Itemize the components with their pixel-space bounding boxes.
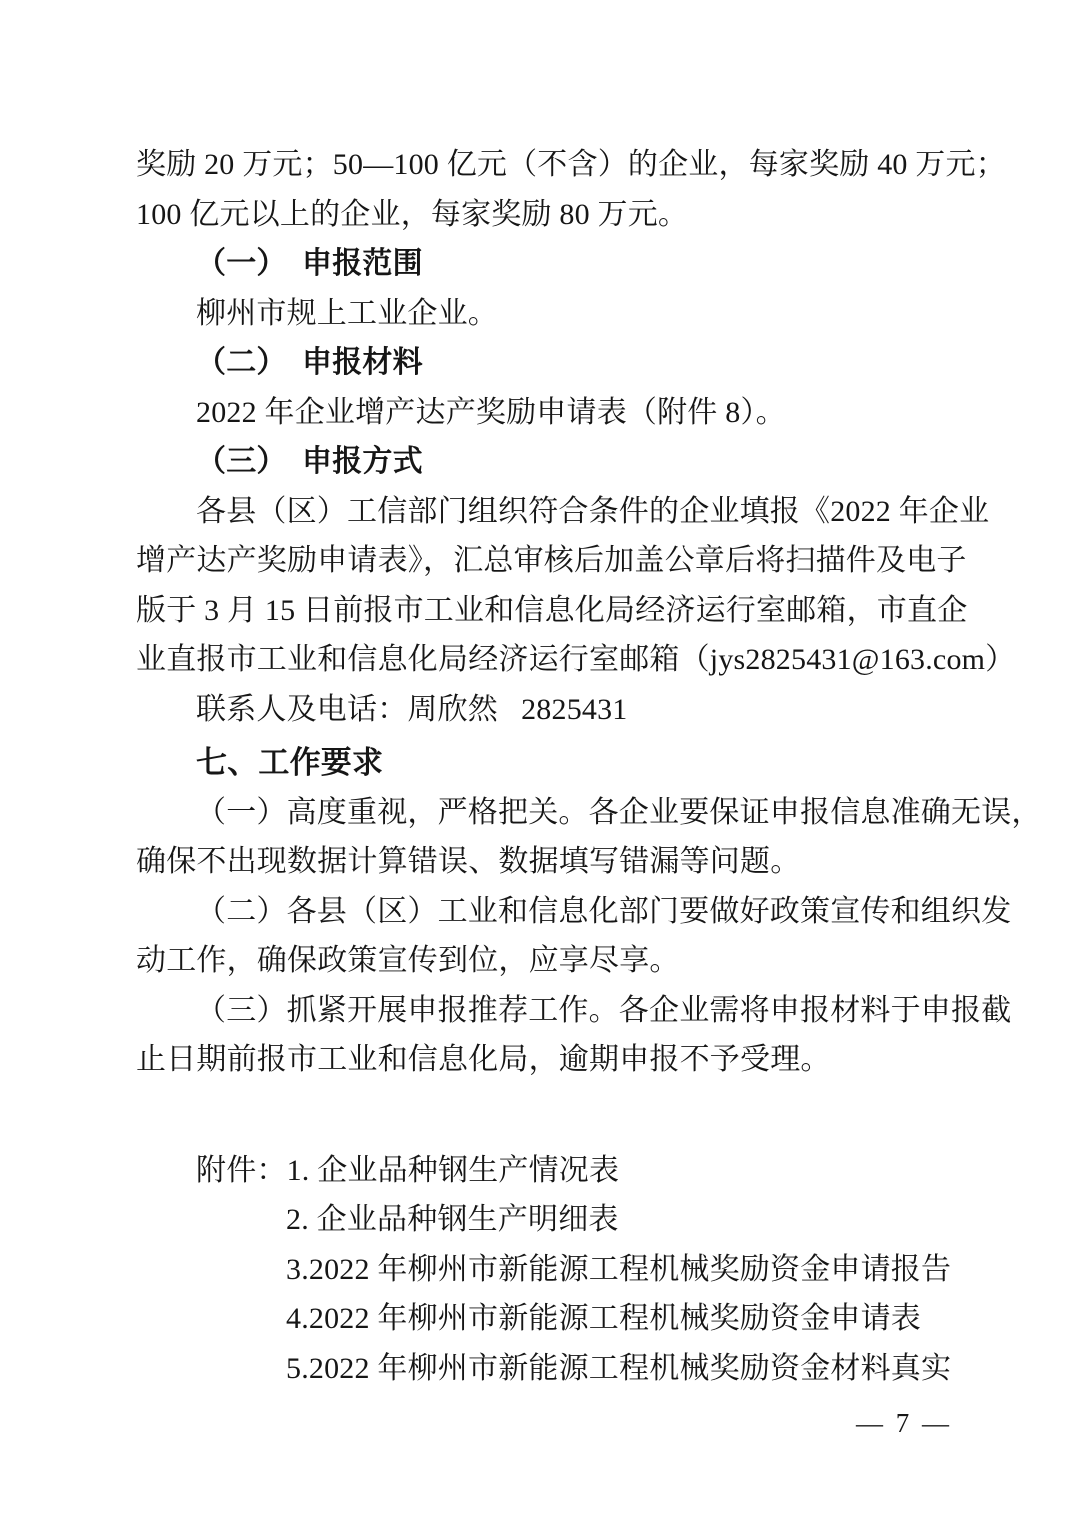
paragraph xyxy=(136,140,1016,239)
text-line: 奖励 20 万元；50—100 亿元（不含）的企业，每家奖励 40 万元； xyxy=(136,148,1006,181)
attachments-label: 附件： xyxy=(196,1153,287,1187)
paragraph xyxy=(136,289,1016,339)
text-line: 2022 年企业增产达产奖励申请表（附件 8）。 xyxy=(196,395,786,429)
text-line: 联系人及电话：周欣然 2825431 xyxy=(196,692,628,726)
text-line: 确保不出现数据计算错误、数据填写错漏等问题。 xyxy=(136,845,801,878)
attachment-item: 1. 企业品种钢生产情况表 xyxy=(286,1153,620,1187)
chapter-heading xyxy=(136,738,1016,788)
attachment-item: 3.2022 年柳州市新能源工程机械奖励资金申请报告 xyxy=(286,1252,952,1286)
document-body xyxy=(136,140,1042,1393)
text-line: （三） 申报方式 xyxy=(196,445,423,478)
paragraph xyxy=(136,887,1016,986)
section-heading xyxy=(136,338,1016,388)
attachments-list xyxy=(136,1146,1016,1394)
text-line: （一）高度重视，严格把关。各企业要保证申报信息准确无误， xyxy=(196,795,1042,829)
text-line: 各县（区）工信部门组织符合条件的企业填报《2022 年企业 xyxy=(196,494,990,528)
text-line: （三）抓紧开展申报推荐工作。各企业需将申报材料于申报截 xyxy=(196,993,1012,1027)
paragraph xyxy=(136,788,1042,887)
paragraph xyxy=(136,685,1016,735)
text-line: 业直报市工业和信息化局经济运行室邮箱（jys2825431@163.com） xyxy=(136,643,1016,676)
text-line: 版于 3 月 15 日前报市工业和信息化局经济运行室邮箱，市直企 xyxy=(136,593,968,627)
attachment-item: 2. 企业品种钢生产明细表 xyxy=(286,1203,619,1236)
attachment-item: 4.2022 年柳州市新能源工程机械奖励资金申请表 xyxy=(286,1302,921,1335)
page-number: — 7 — xyxy=(856,1408,952,1438)
text-line: （二）各县（区）工业和信息化部门要做好政策宣传和组织发 xyxy=(196,894,1012,928)
paragraph xyxy=(136,487,1016,685)
paragraph xyxy=(136,388,1016,438)
paragraph xyxy=(136,986,1016,1085)
text-line: （一） 申报范围 xyxy=(196,247,423,280)
text-line: 100 亿元以上的企业，每家奖励 80 万元。 xyxy=(136,197,689,231)
text-line: （二） 申报材料 xyxy=(196,346,423,379)
text-line: 柳州市规上工业企业。 xyxy=(196,296,498,330)
attachment-item: 5.2022 年柳州市新能源工程机械奖励资金材料真实 xyxy=(286,1351,952,1385)
text-line: 七、工作要求 xyxy=(196,745,384,780)
section-heading xyxy=(136,437,1016,487)
attachment-row xyxy=(196,1146,1016,1196)
text-line: 增产达产奖励申请表》，汇总审核后加盖公章后将扫描件及电子 xyxy=(136,544,967,577)
section-heading xyxy=(136,239,1016,289)
text-line: 动工作，确保政策宣传到位，应享尽享。 xyxy=(136,944,680,977)
text-line: 止日期前报市工业和信息化局，逾期申报不予受理。 xyxy=(136,1043,831,1076)
